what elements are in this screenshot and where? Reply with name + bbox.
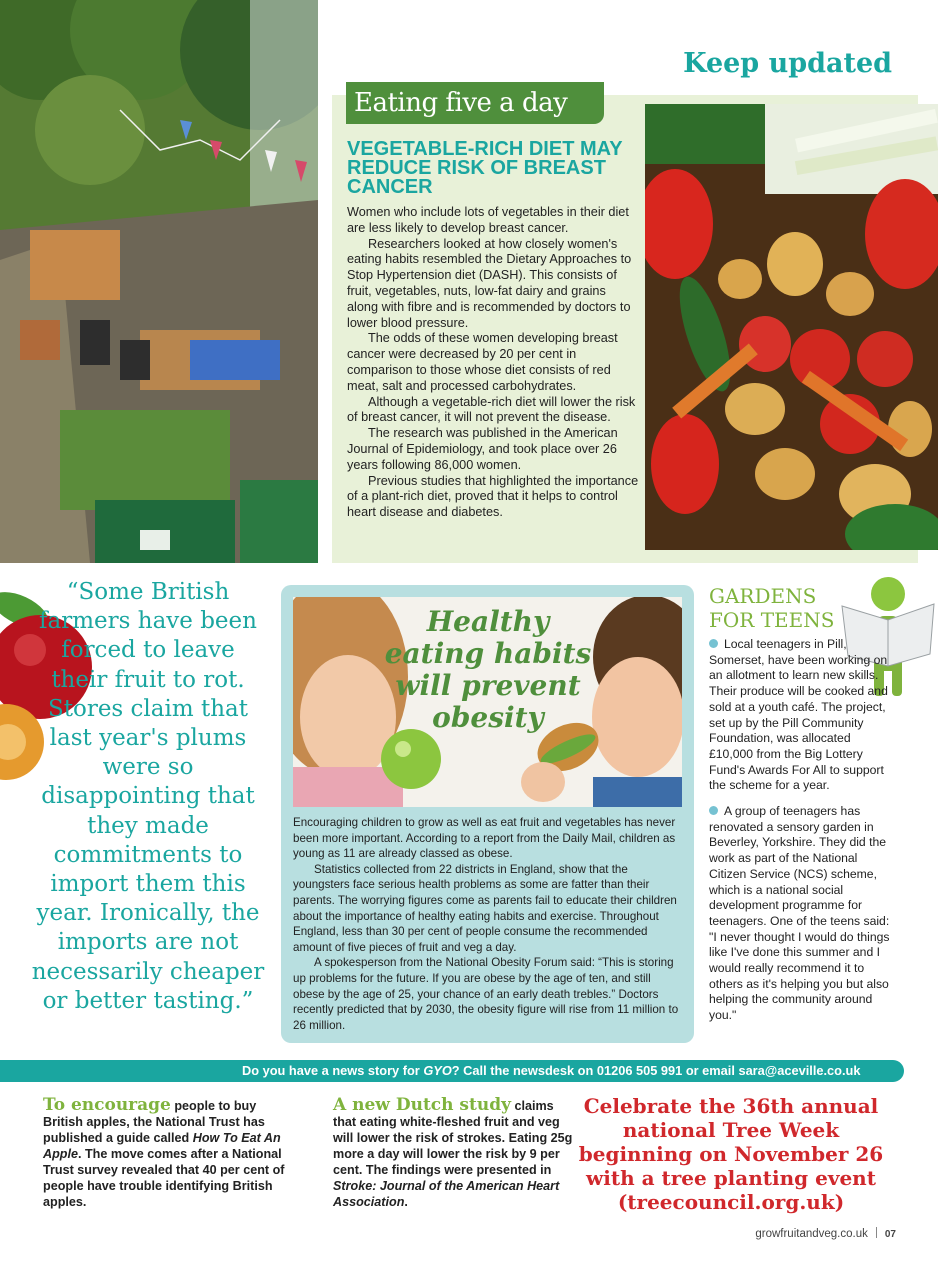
bullet-icon xyxy=(709,806,718,815)
article-paragraph: Women who include lots of vegetables in their diet are less likely to develop breast cancer. xyxy=(347,205,629,235)
brief-text: people to buy British apples, the National Trust has published a guide called xyxy=(43,1099,265,1145)
teens-heading: GARDENS FOR TEENS xyxy=(709,584,835,632)
teens-item xyxy=(709,804,897,1024)
obesity-title: Healthy eating habits will prevent obesity xyxy=(384,605,592,734)
newsdesk-bar xyxy=(0,1060,904,1082)
article-paragraph: The research was published in the American Journal of Epidemiology, and took place over 26 years following 86,000 women. xyxy=(347,426,618,472)
article-paragraph: Researchers looked at how closely women's eating habits resembled the Dietary Approaches to Stop Hypertension diet (DASH). This consists of fruit, vegetables, nuts, low-fat dairy and grains along with fibre and is recommended by doctors to lower blood pressure. xyxy=(347,236,632,330)
encourage-brief xyxy=(43,1097,298,1210)
obesity-body xyxy=(293,815,685,1033)
footer-divider xyxy=(876,1227,877,1238)
article-paragraph: Previous studies that highlighted the importance of a plant-rich diet, proved that it helps to control heart disease and diabetes. xyxy=(347,473,639,520)
newsdesk-text-end: ? Call the newsdesk on 01206 505 991 or email sara@aceville.co.uk xyxy=(451,1063,861,1078)
obesity-paragraph: Statistics collected from 22 districts in England, show that the youngsters face serious health problems as some are fatter than their parents. The worrying figures come as parents fail to educate their children about the importance of healthy eating habits and exercise. Throughout England, less than 30 per cent of people consume the recommended amount of five pieces of fruit and veg a day. xyxy=(293,862,677,954)
article-paragraph: Although a vegetable-rich diet will lower the risk of breast cancer, it will not prevent the disease. xyxy=(347,394,636,425)
pull-quote: “Some British farmers have been forced to leave their fruit to rot. Stores claim that last year's plums were so disappointing that they made commitments to import them this year. Ironically, the imports are not necessarily cheaper or better tasting.” xyxy=(31,579,265,1014)
vegetables-photo xyxy=(645,104,938,550)
section-banner: Eating five a day xyxy=(346,82,604,124)
newsdesk-text-start: Do you have a news story for xyxy=(242,1063,424,1078)
article-body xyxy=(347,205,639,521)
newsdesk-text xyxy=(242,1060,861,1082)
obesity-paragraph: A spokesperson from the National Obesity Forum said: “This is storing up problems for the future. If you are obese by the age of ten, and still obese by the age of 25, your chance of an early death trebles.” Doctors recently predicted that by 2030, the obesity figure will rise from 11 million to 26 million. xyxy=(293,956,679,1032)
teens-item-text: Local teenagers in Pill, Somerset, have been working on an allotment to learn new skills. Their produce will be cooked and sold at a youth café. The project, set up by the Pill Community Foundation, was allocated £10,000 from the Big Lottery Fund's Awards For All to support the scheme for a year. xyxy=(709,637,888,793)
site-url: growfruitandveg.co.uk xyxy=(755,1228,868,1240)
brief-lead: To encourage xyxy=(43,1095,171,1115)
journal-title: Stroke: Journal of the American Heart Association xyxy=(333,1179,560,1209)
book-title: How To Eat An Apple xyxy=(43,1131,281,1161)
brief-text: . xyxy=(404,1195,408,1209)
magazine-name: GYO xyxy=(423,1063,452,1078)
article-headline: VEGETABLE-RICH DIET MAY REDUCE RISK OF BREAST CANCER xyxy=(347,138,623,198)
tree-week-notice: Celebrate the 36th annual national Tree Week beginning on November 26 with a tree planting event (treecouncil.org.uk) xyxy=(578,1094,884,1214)
article-paragraph: The odds of these women developing breast cancer were decreased by 20 per cent in comparison to those whose diet consists of red meat, salt and processed carbohydrates. xyxy=(347,331,618,393)
page-number: 07 xyxy=(884,1229,896,1240)
obesity-paragraph: Encouraging children to grow as well as eat fruit and vegetables has never been more important. According to a report from the Daily Mail, children as young as 11 are already classed as obese. xyxy=(293,816,676,861)
bullet-icon xyxy=(709,639,718,648)
page-footer xyxy=(755,1227,896,1240)
section-title: Keep updated xyxy=(683,48,892,79)
teens-item xyxy=(709,637,897,794)
teens-body xyxy=(709,637,897,1034)
brief-text: claims that eating white-fleshed fruit and veg will lower the risk of strokes. Eating 25g more a day will lower the risk by 9 per cent. The findings were presented in xyxy=(333,1099,573,1177)
dutch-study-brief xyxy=(333,1097,573,1210)
allotment-garden-photo xyxy=(0,0,318,563)
brief-text: . The move comes after a National Trust survey revealed that 40 per cent of people have trouble identifying British apples. xyxy=(43,1147,285,1209)
teens-item-text: A group of teenagers has renovated a sensory garden in Beverley, Yorkshire. They did the work as part of the National Citizen Service (NCS) scheme, which is a national social development programme for teenagers. One of the teens said: "I never thought I would do things like I've done this summer and I would really recommend it to others as it's helping you but also helping the community around you." xyxy=(709,804,890,1023)
brief-lead: A new Dutch study xyxy=(333,1095,511,1115)
